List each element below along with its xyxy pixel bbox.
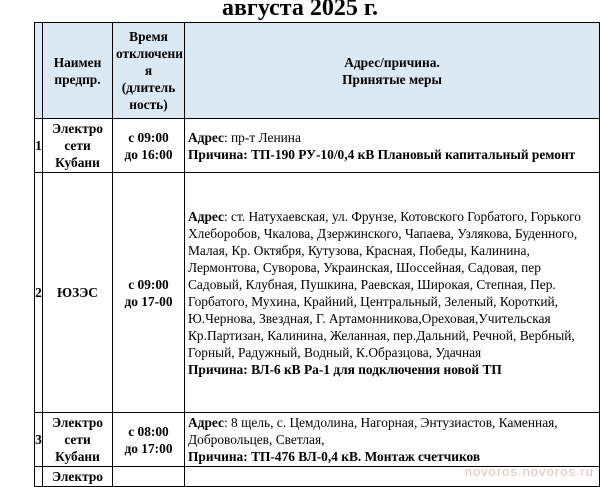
org-cell	[43, 413, 113, 467]
header-time-line: я	[144, 63, 153, 78]
org-line: Кубани	[55, 449, 100, 464]
outage-schedule-table	[34, 22, 600, 487]
time-cell	[113, 119, 185, 173]
address-text: : 8 щель, с. Цемдолина, Нагорная, Энтузиастов, Каменная, Добровольцев, Светлая,	[188, 415, 558, 447]
row-number: 2	[35, 173, 43, 413]
header-time-line: ность)	[129, 97, 168, 112]
reason-text: Причина: ВЛ-6 кВ Ра-1 для подключения новой ТП	[188, 361, 502, 377]
time-cell	[113, 413, 185, 467]
reason-text: Причина: ТП-476 ВЛ-0,4 кВ. Монтаж счетчиков	[188, 449, 481, 464]
header-time-line: Время	[129, 29, 168, 44]
address-cell	[185, 119, 600, 173]
org-line: сети	[64, 138, 91, 153]
table-row	[35, 413, 600, 467]
address-label: Адрес	[188, 129, 224, 145]
time-line: с 08:00	[128, 423, 169, 439]
row-number: 3	[35, 413, 43, 467]
org-line: Кубани	[55, 155, 100, 170]
page-title: августа 2025 г.	[221, 0, 379, 21]
header-address-cell	[185, 23, 600, 119]
time-cell	[113, 467, 185, 487]
row-number	[35, 467, 43, 487]
header-time-cell	[113, 23, 185, 119]
header-org-line: Наимен	[53, 54, 102, 70]
table-header-row	[35, 23, 600, 119]
time-line: до 17:00	[124, 440, 173, 456]
time-line: с 09:00	[128, 276, 169, 292]
org-cell	[43, 173, 113, 413]
org-line: сети	[64, 432, 91, 447]
table-row	[35, 173, 600, 413]
org-line: Электро	[52, 121, 103, 136]
org-cell	[43, 119, 113, 173]
org-line: Электро	[52, 469, 103, 484]
address-label: Адрес	[188, 208, 224, 224]
time-line: до 16:00	[124, 146, 173, 162]
header-time-line: (длитель	[121, 80, 176, 95]
address-cell	[185, 413, 600, 467]
org-line: ЮЗЭС	[57, 285, 98, 300]
header-org-cell	[43, 23, 113, 119]
org-line: Электро	[52, 415, 103, 430]
reason-text: Причина: ТП-190 РУ-10/0,4 кВ Плановый капитальный ремонт	[188, 146, 576, 162]
time-line: до 17-00	[124, 293, 173, 309]
address-text: : пр-т Ленина	[223, 129, 301, 145]
header-address-line: Адрес/причина.	[344, 54, 440, 70]
address-text: : ст. Натухаевская, ул. Фрунзе, Котовского Горбатого, Горького Хлеборобов, Чкалова, Дзержинского, Чапаева, Узлякова, Буденного, Малая, Кр. Октября, Кутузова, Красная, Победы, Калинина, Лермонтова, Суворова, Украинская, Шоссейная, Садовая, пер Садовый, Клубная, Пушкина, Раевская, Широкая, Степная, Пер. Горбатого, Мухина, Крайний, Центральный, Зеленый, Короткий, Ю.Чернова, Звездная, Г. Артамонникова,Ореховая,Учительская Кр.Партизан, Калинина, Желанная, пер.Дальний, Речной, Вербный, Горный, Радужный, Водный, К.Образцова, Удачная	[188, 208, 581, 360]
row-number: 1	[35, 119, 43, 173]
time-cell	[113, 173, 185, 413]
header-time-line: отключени	[116, 46, 183, 61]
org-cell	[43, 467, 113, 487]
header-org-line: предпр.	[54, 71, 101, 87]
watermark: novoros.novoros.ru	[464, 464, 594, 479]
address-cell	[185, 173, 600, 413]
header-address-line: Принятые меры	[342, 71, 442, 87]
address-label: Адрес	[188, 415, 224, 430]
header-number-cell	[35, 23, 43, 119]
table-row	[35, 119, 600, 173]
time-line: с 09:00	[128, 129, 169, 145]
